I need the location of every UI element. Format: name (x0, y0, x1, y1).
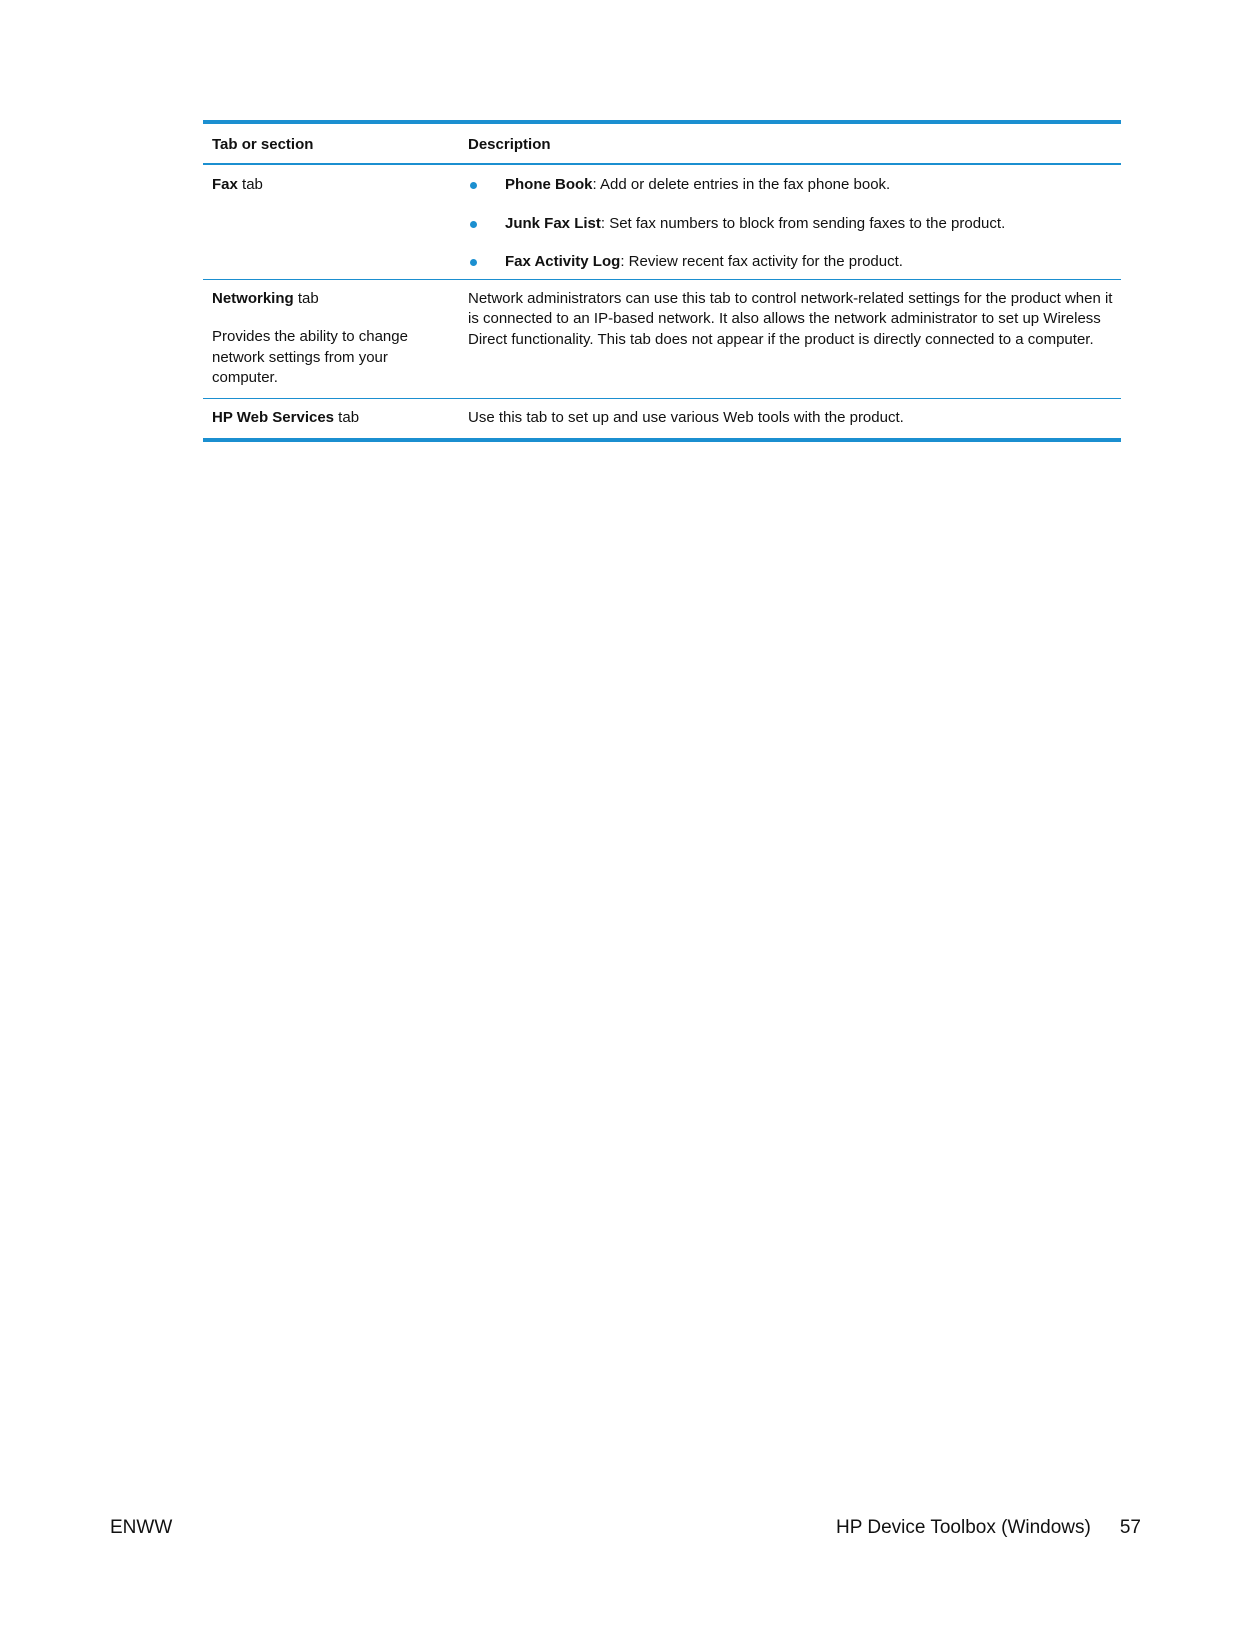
web-services-tab-name: HP Web Services (212, 408, 335, 426)
web-services-description: Use this tab to set up and use various Web tools with the product. (468, 408, 904, 426)
footer-section-title: HP Device Toolbox (Windows) (836, 1517, 1091, 1538)
page-number: 57 (1119, 1517, 1141, 1538)
list-item (468, 214, 1115, 235)
web-services-tab-cell (203, 399, 468, 439)
networking-tab-cell (203, 280, 468, 398)
footer-enww: ENWW (110, 1517, 173, 1538)
networking-tab-title (212, 289, 468, 310)
bullet-term: Phone Book (505, 176, 593, 193)
list-item (468, 252, 1115, 273)
table-row-fax (203, 165, 1121, 280)
fax-tab-cell (203, 165, 468, 279)
web-services-tab-suffix: tab (334, 408, 360, 426)
table-row-networking (203, 280, 1121, 399)
table-row-web-services (203, 399, 1121, 439)
list-item (468, 175, 1115, 196)
networking-description: Network administrators can use this tab to control network-related settings for the product when it is connected to an IP-based network. It also allows the network administrator to set up Wireless Direct functionality. This tab does not appear if the product is directly connected to a computer. (468, 289, 1113, 348)
header-tab-or-section: Tab or section (212, 136, 314, 153)
fax-description-cell (468, 165, 1121, 279)
networking-tab-name: Networking (212, 289, 294, 307)
bullet-text (505, 214, 1005, 235)
bullet-icon (470, 221, 477, 228)
bullet-desc: : Review recent fax activity for the product. (620, 253, 903, 270)
bullet-icon (470, 259, 477, 266)
fax-tab-name: Fax (212, 176, 238, 193)
bullet-desc: : Add or delete entries in the fax phone book. (592, 176, 891, 193)
fax-tab-suffix: tab (237, 176, 263, 193)
header-description: Description (468, 136, 551, 153)
footer-right (836, 1517, 1141, 1539)
tabs-description-table (203, 120, 1121, 442)
bullet-icon (470, 182, 477, 189)
networking-tab-subtext: Provides the ability to change network settings from your computer. (212, 328, 408, 386)
networking-tab-suffix: tab (293, 289, 319, 307)
bullet-term: Fax Activity Log (505, 253, 621, 270)
bullet-desc: : Set fax numbers to block from sending faxes to the product. (600, 214, 1006, 232)
table-header-row (203, 124, 1121, 165)
bullet-text (505, 175, 890, 196)
bullet-text (505, 252, 903, 273)
bullet-term: Junk Fax List (505, 214, 601, 232)
